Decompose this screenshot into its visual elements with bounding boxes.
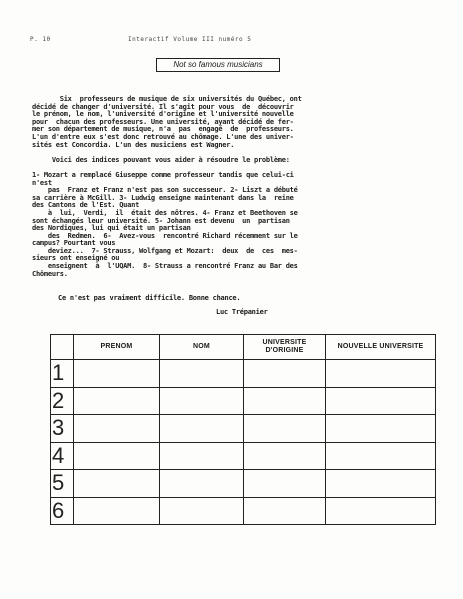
puzzle-text-line: campus? Pourtant vous <box>32 239 116 248</box>
grid-cell-nom[interactable] <box>160 470 244 498</box>
grid-cell-universite-origine[interactable] <box>244 360 326 388</box>
puzzle-text-line: sités est Concordia. L'un des musiciens est Wagner. <box>32 140 235 149</box>
grid-cell-prenom[interactable] <box>74 442 160 470</box>
puzzle-text-line: enseignent à l'UQAM. 8- Strauss a rencontré Franz au Bar des <box>32 262 298 271</box>
page-number: P. 10 <box>30 36 51 43</box>
grid-cell-universite-origine[interactable] <box>244 415 326 443</box>
grid-cell-nom[interactable] <box>160 497 244 525</box>
grid-cell-nouvelle-universite[interactable] <box>326 360 436 388</box>
grid-header-number <box>51 335 74 360</box>
grid-cell-universite-origine[interactable] <box>244 387 326 415</box>
puzzle-text-line: sieurs ont enseigné ou <box>32 254 120 263</box>
grid-cell-number: 2 <box>51 387 74 415</box>
puzzle-text-line: mer son département de musique, n'a pas engagé de professeurs. <box>32 125 294 134</box>
grid-cell-number: 4 <box>51 442 74 470</box>
puzzle-text-line: le prénom, le nom, l'université d'origine et l'université nouvelle <box>32 110 294 119</box>
grid-header-nouvelle-universite: NOUVELLE UNIVERSITE <box>326 335 436 360</box>
article-title: Not so famous musicians <box>156 58 280 72</box>
grid-cell-prenom[interactable] <box>74 415 160 443</box>
grid-row <box>51 415 436 443</box>
grid-cell-universite-origine[interactable] <box>244 442 326 470</box>
grid-cell-nouvelle-universite[interactable] <box>326 497 436 525</box>
grid-header-prenom: PRENOM <box>74 335 160 360</box>
puzzle-text-line: Chômeurs. <box>32 269 68 278</box>
puzzle-text-line: sont échangés leur université. 5- Johann est devenu un partisan <box>32 216 290 225</box>
grid-cell-nouvelle-universite[interactable] <box>326 470 436 498</box>
grid-cell-number: 3 <box>51 415 74 443</box>
puzzle-text-line: des Redmen. 6- Avez-vous rencontré Richard récemment sur le <box>32 231 298 240</box>
grid-header-universite-origine: UNIVERSITE D'ORIGINE <box>244 335 326 360</box>
grid-header-nom: NOM <box>160 335 244 360</box>
grid-header-row <box>51 335 436 360</box>
grid-cell-nouvelle-universite[interactable] <box>326 387 436 415</box>
puzzle-text-line: L'un d'entre eux s'est donc retrouvé au chômage. L'une des univer- <box>32 132 294 141</box>
grid-row <box>51 470 436 498</box>
grid-cell-prenom[interactable] <box>74 387 160 415</box>
grid-cell-nouvelle-universite[interactable] <box>326 442 436 470</box>
grid-cell-nom[interactable] <box>160 387 244 415</box>
puzzle-text <box>32 96 442 278</box>
puzzle-text-line: deviez... 7- Strauss, Wolfgang et Mozart: deux de ces mes- <box>32 246 298 255</box>
closing-line: Ce n'est pas vraiment difficile. Bonne chance. <box>58 294 241 302</box>
puzzle-text-line: des Cantons de l'Est. Quant <box>32 201 140 210</box>
grid-row <box>51 442 436 470</box>
grid-row <box>51 497 436 525</box>
author-signature: Luc Trépanier <box>216 308 268 316</box>
grid-row <box>51 360 436 388</box>
puzzle-text-line: décidé de changer d'université. Il s'agit pour vous de découvrir <box>32 102 294 111</box>
puzzle-text-line: pas Franz et Franz n'est pas son successeur. 2- Liszt a débuté <box>32 186 298 195</box>
grid-cell-nom[interactable] <box>160 360 244 388</box>
puzzle-text-line: Six professeurs de musique de six universités du Québec, ont <box>32 95 302 103</box>
grid-cell-number: 6 <box>51 497 74 525</box>
grid-cell-number: 5 <box>51 470 74 498</box>
puzzle-text-line: 1- Mozart a remplacé Giuseppe comme professeur tandis que celui-ci <box>32 170 294 179</box>
grid-cell-nom[interactable] <box>160 415 244 443</box>
puzzle-text-line: pour chacun des professeurs. Une université, ayant décidé de fer- <box>32 117 294 126</box>
grid-cell-universite-origine[interactable] <box>244 497 326 525</box>
grid-cell-nom[interactable] <box>160 442 244 470</box>
grid-cell-prenom[interactable] <box>74 360 160 388</box>
grid-cell-nouvelle-universite[interactable] <box>326 415 436 443</box>
grid-cell-universite-origine[interactable] <box>244 470 326 498</box>
grid-cell-prenom[interactable] <box>74 470 160 498</box>
puzzle-text-line: Voici des indices pouvant vous aider à résoudre le problème: <box>32 155 290 164</box>
puzzle-text-line: à lui, Verdi, il était des nôtres. 4- Franz et Beethoven se <box>32 208 298 217</box>
grid-cell-prenom[interactable] <box>74 497 160 525</box>
grid-cell-number: 1 <box>51 360 74 388</box>
grid-row <box>51 387 436 415</box>
puzzle-text-line: n'est <box>32 178 52 187</box>
issue-info: Interactif Volume III numéro 5 <box>128 36 252 43</box>
answer-grid <box>50 334 436 525</box>
puzzle-text-line: des Nordiques, lui qui était un partisan <box>32 224 191 233</box>
page-header <box>30 36 430 43</box>
puzzle-text-line: sa carrière à McGill. 3- Ludwig enseigne maintenant dans la reine <box>32 193 294 202</box>
